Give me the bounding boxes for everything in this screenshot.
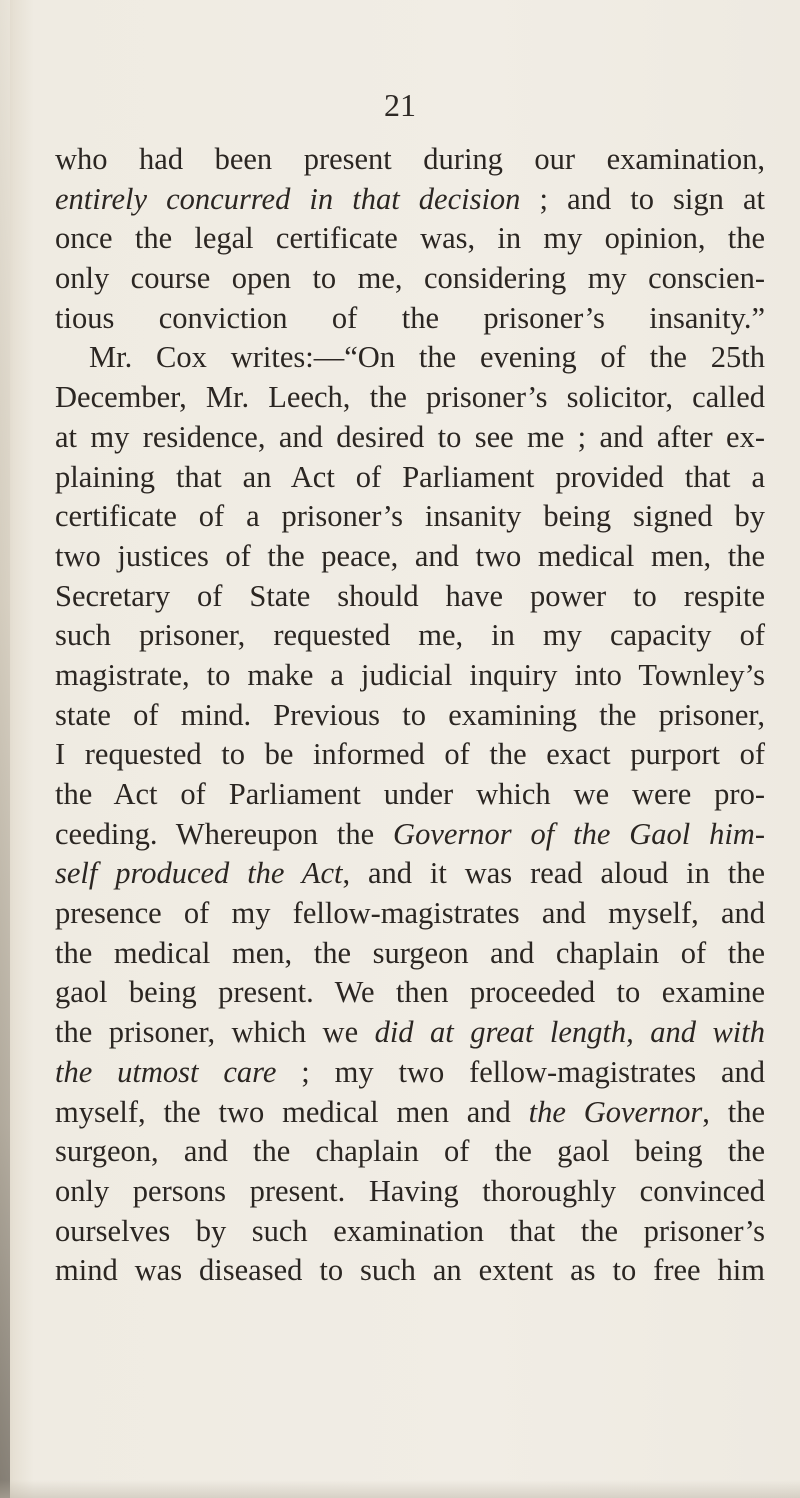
text-run: tious conviction of the prisoner’s insanity.” xyxy=(55,300,765,335)
text-run: only persons present. Having thoroughly convinced xyxy=(55,1173,765,1208)
italic-text-run: self produced the Act xyxy=(55,856,343,891)
text-run: two justices of the peace, and two medical men, the xyxy=(55,538,765,573)
text-run: state of mind. Previous to examining the prisoner, xyxy=(55,697,765,732)
page-number: 21 xyxy=(384,87,416,123)
text-line xyxy=(55,458,765,498)
text-line xyxy=(55,1053,765,1093)
text-line xyxy=(55,577,765,617)
text-run: myself, the two medical men and xyxy=(55,1094,529,1129)
text-line xyxy=(55,299,765,339)
text-line xyxy=(55,1212,765,1252)
page-bottom-edge xyxy=(0,1480,800,1498)
text-line xyxy=(55,735,765,775)
text-run: Secretary of State should have power to respite xyxy=(55,578,765,613)
text-line xyxy=(55,854,765,894)
text-line xyxy=(55,1013,765,1053)
text-run: only course open to me, considering my conscien- xyxy=(55,261,765,296)
text-line xyxy=(55,497,765,537)
text-run: at my residence, and desired to see me ; and after ex- xyxy=(55,419,765,454)
text-run: mind was diseased to such an extent as to free him xyxy=(55,1253,765,1288)
text-run: who had been present during our examination, xyxy=(55,142,765,176)
italic-text-run: the utmost care xyxy=(55,1054,277,1089)
text-run: , the xyxy=(702,1094,765,1129)
text-line xyxy=(55,180,765,220)
text-line xyxy=(55,1172,765,1212)
text-line xyxy=(55,934,765,974)
text-line xyxy=(55,1093,765,1133)
text-run: ourselves by such examination that the prisoner’s xyxy=(55,1213,765,1248)
text-run: surgeon, and the chaplain of the gaol being the xyxy=(55,1134,765,1169)
text-line xyxy=(55,775,765,815)
text-line xyxy=(55,1251,765,1291)
text-run: once the legal certificate was, in my opinion, the xyxy=(55,221,765,256)
text-run: ; my two fellow-magistrates and xyxy=(276,1054,765,1089)
text-line xyxy=(55,696,765,736)
text-line xyxy=(55,219,765,259)
text-line xyxy=(55,259,765,299)
text-run: plaining that an Act of Parliament provided that a xyxy=(55,459,765,494)
text-run: such prisoner, requested me, in my capacity of xyxy=(55,618,765,653)
text-run: ceeding. Whereupon the xyxy=(55,816,394,851)
text-line xyxy=(55,338,765,378)
text-run: December, Mr. Leech, the prisoner’s solicitor, called xyxy=(55,380,765,415)
italic-text-run: did at great length, and with xyxy=(374,1015,765,1050)
italic-text-run: entirely concurred in that decision xyxy=(55,181,521,216)
text-run: the prisoner, which we xyxy=(55,1015,375,1050)
text-run: presence of my fellow-magistrates and myself, and xyxy=(55,896,765,931)
binding-gutter-shadow xyxy=(0,0,10,1498)
italic-text-run: Governor of the Gaol him- xyxy=(393,816,765,851)
text-run: the medical men, the surgeon and chaplain of the xyxy=(55,935,765,970)
text-line xyxy=(55,418,765,458)
text-run: ; and to sign at xyxy=(520,181,765,216)
text-line xyxy=(55,537,765,577)
text-line xyxy=(55,140,765,180)
text-line xyxy=(55,894,765,934)
text-line xyxy=(55,1132,765,1172)
text-line xyxy=(55,656,765,696)
text-line xyxy=(55,815,765,855)
text-run: the Act of Parliament under which we were pro- xyxy=(55,777,765,811)
body-text xyxy=(55,140,765,1291)
text-run: magistrate, to make a judicial inquiry into Townley’s xyxy=(55,657,765,692)
text-run: Mr. Cox writes:—“On the evening of the 25th xyxy=(89,340,765,375)
text-run: certificate of a prisoner’s insanity being signed by xyxy=(55,499,765,534)
text-run: gaol being present. We then proceeded to examine xyxy=(55,975,765,1010)
text-run: I requested to be informed of the exact purport of xyxy=(55,737,765,772)
italic-text-run: the Governor xyxy=(528,1094,703,1129)
text-line xyxy=(55,616,765,656)
text-line xyxy=(55,378,765,418)
text-run: , and it was read aloud in the xyxy=(342,856,765,891)
text-line xyxy=(55,973,765,1013)
